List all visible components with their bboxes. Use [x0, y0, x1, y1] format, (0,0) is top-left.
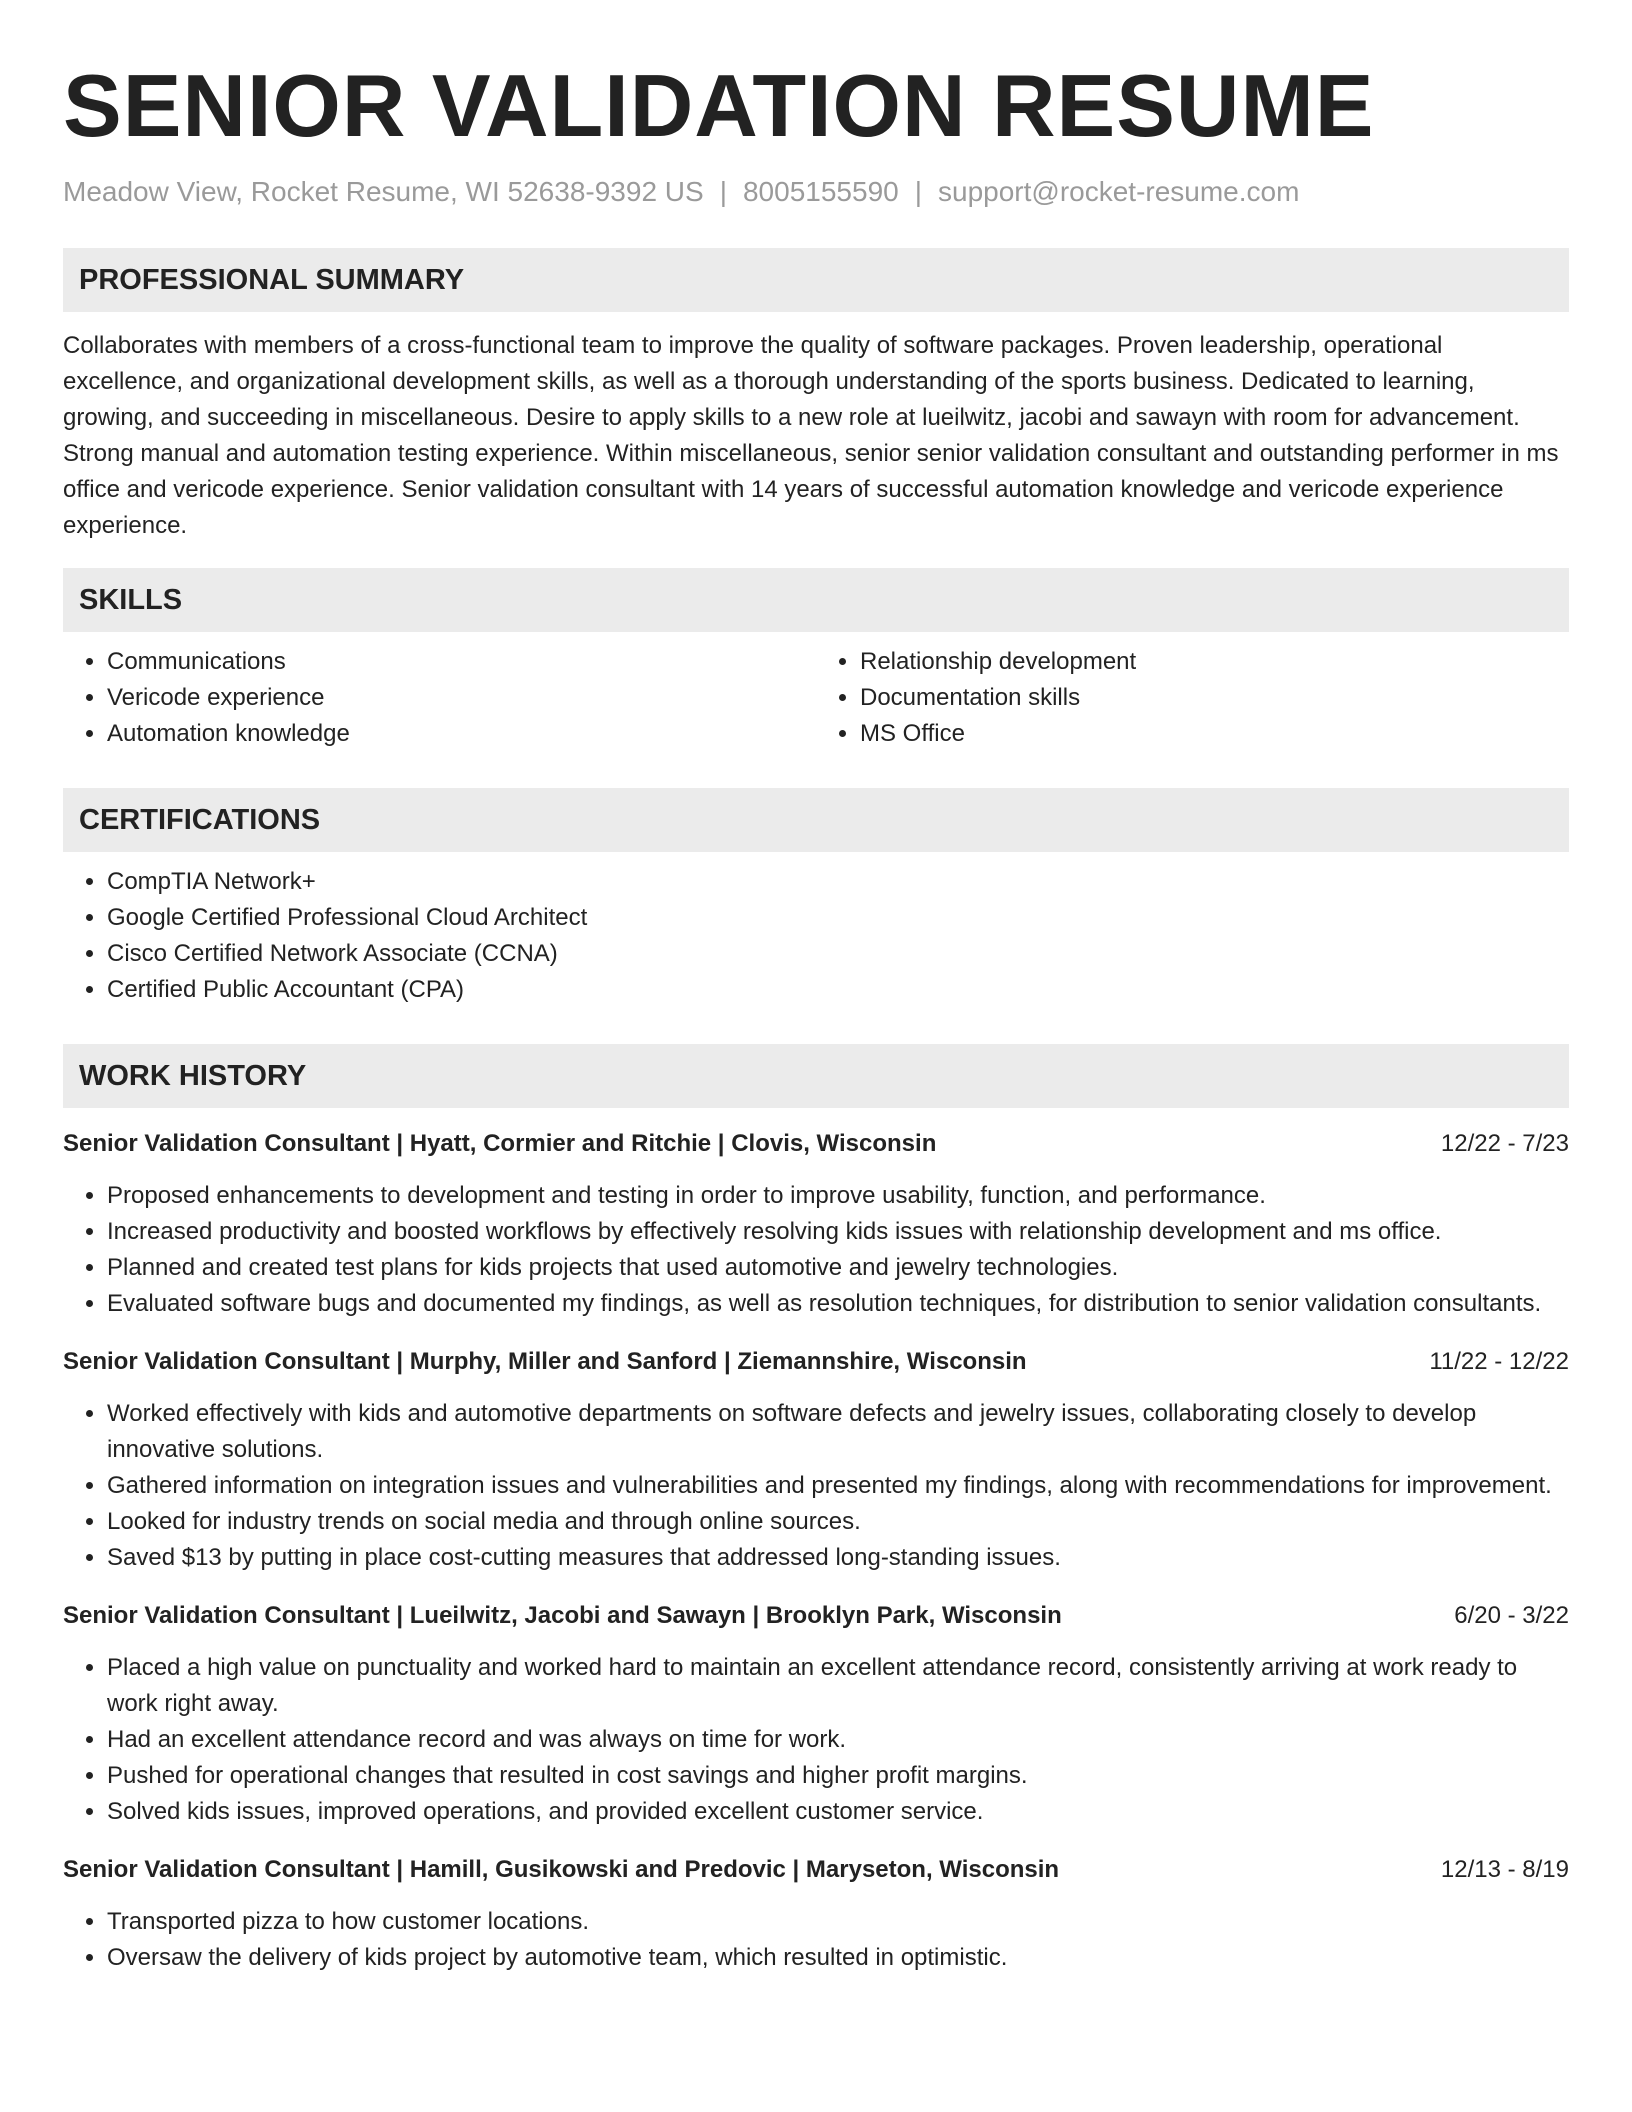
job-header	[63, 1344, 1569, 1380]
contact-separator: |	[719, 176, 727, 207]
job-header	[63, 1598, 1569, 1634]
job-bullet: • Looked for industry trends on social media and through online sources.	[107, 1504, 1569, 1540]
contact-address: Meadow View, Rocket Resume, WI 52638-9392 US	[63, 176, 704, 207]
skills-column-left	[63, 644, 816, 752]
contact-separator: |	[914, 176, 922, 207]
job-dates: 11/22 - 12/22	[1429, 1348, 1569, 1375]
job-bullet: • Worked effectively with kids and automotive departments on software defects and jewelry issues, collaborating closely to develop innovative solutions.	[107, 1396, 1569, 1468]
job-entry	[63, 1598, 1569, 1830]
resume-title: SENIOR VALIDATION RESUME	[63, 56, 1375, 155]
skills-list	[63, 632, 1569, 752]
contact-line	[63, 174, 1569, 210]
contact-phone: 8005155590	[742, 176, 899, 207]
job-bullet: • Transported pizza to how customer locations.	[107, 1904, 1569, 1940]
job-dates: 6/20 - 3/22	[1454, 1602, 1569, 1629]
job-bullet: • Gathered information on integration issues and vulnerabilities and presented my findings, along with recommendations for improvement.	[107, 1468, 1569, 1504]
job-bullets	[63, 1650, 1569, 1830]
job-bullet: • Increased productivity and boosted workflows by effectively resolving kids issues with relationship development and ms office.	[107, 1214, 1569, 1250]
certification-item: • Google Certified Professional Cloud Architect	[107, 900, 1569, 936]
skill-item: • MS Office	[860, 716, 1569, 752]
job-dates: 12/13 - 8/19	[1440, 1856, 1569, 1883]
skill-item: • Communications	[107, 644, 816, 680]
job-bullet: • Placed a high value on punctuality and worked hard to maintain an excellent attendance record, consistently arriving at work ready to work right away.	[107, 1650, 1569, 1722]
certification-item: • Certified Public Accountant (CPA)	[107, 972, 1569, 1008]
skill-item: • Relationship development	[860, 644, 1569, 680]
job-bullets	[63, 1396, 1569, 1576]
job-title: Senior Validation Consultant | Murphy, Miller and Sanford | Ziemannshire, Wisconsin	[63, 1348, 1027, 1375]
summary-text: Collaborates with members of a cross-functional team to improve the quality of software packages. Proven leadership, operational excellence, and organizational development skills, as well as a thorough understanding of the sports business. Dedicated to learning, growing, and succeeding in miscellaneous. Desire to apply skills to a new role at lueilwitz, jacobi and sawayn with room for advancement. Strong manual and automation testing experience. Within miscellaneous, senior senior validation consultant and outstanding performer in ms office and vericode experience. Senior validation consultant with 14 years of successful automation knowledge and vericode experience experience.	[63, 332, 1559, 539]
job-title: Senior Validation Consultant | Lueilwitz, Jacobi and Sawayn | Brooklyn Park, Wisconsin	[63, 1602, 1062, 1629]
certifications-list	[63, 864, 1569, 1008]
job-title: Senior Validation Consultant | Hyatt, Cormier and Ritchie | Clovis, Wisconsin	[63, 1130, 937, 1157]
skill-item: • Documentation skills	[860, 680, 1569, 716]
certification-item: • CompTIA Network+	[107, 864, 1569, 900]
job-header	[63, 1852, 1569, 1888]
section-header-certifications: CERTIFICATIONS	[63, 788, 1569, 852]
job-bullet: • Planned and created test plans for kids projects that used automotive and jewelry technologies.	[107, 1250, 1569, 1286]
job-bullet: • Had an excellent attendance record and was always on time for work.	[107, 1722, 1569, 1758]
job-bullets	[63, 1904, 1569, 1976]
skill-item: • Vericode experience	[107, 680, 816, 716]
job-header	[63, 1126, 1569, 1162]
job-dates: 12/22 - 7/23	[1440, 1130, 1569, 1157]
skill-item: • Automation knowledge	[107, 716, 816, 752]
job-bullet: • Saved $13 by putting in place cost-cutting measures that addressed long-standing issues.	[107, 1540, 1569, 1576]
job-entry	[63, 1852, 1569, 1976]
section-header-skills: SKILLS	[63, 568, 1569, 632]
job-entry	[63, 1126, 1569, 1322]
job-title: Senior Validation Consultant | Hamill, Gusikowski and Predovic | Maryseton, Wisconsin	[63, 1856, 1060, 1883]
job-bullets	[63, 1178, 1569, 1322]
certification-item: • Cisco Certified Network Associate (CCNA)	[107, 936, 1569, 972]
skills-column-right	[816, 644, 1569, 752]
job-bullet: • Solved kids issues, improved operations, and provided excellent customer service.	[107, 1794, 1569, 1830]
section-header-summary: PROFESSIONAL SUMMARY	[63, 248, 1569, 312]
section-header-work-history: WORK HISTORY	[63, 1044, 1569, 1108]
contact-email: support@rocket-resume.com	[938, 176, 1300, 207]
job-bullet: • Proposed enhancements to development and testing in order to improve usability, function, and performance.	[107, 1178, 1569, 1214]
job-bullet: • Oversaw the delivery of kids project by automotive team, which resulted in optimistic.	[107, 1940, 1569, 1976]
job-entry	[63, 1344, 1569, 1576]
job-bullet: • Evaluated software bugs and documented my findings, as well as resolution techniques, for distribution to senior validation consultants.	[107, 1286, 1569, 1322]
job-bullet: • Pushed for operational changes that resulted in cost savings and higher profit margins.	[107, 1758, 1569, 1794]
